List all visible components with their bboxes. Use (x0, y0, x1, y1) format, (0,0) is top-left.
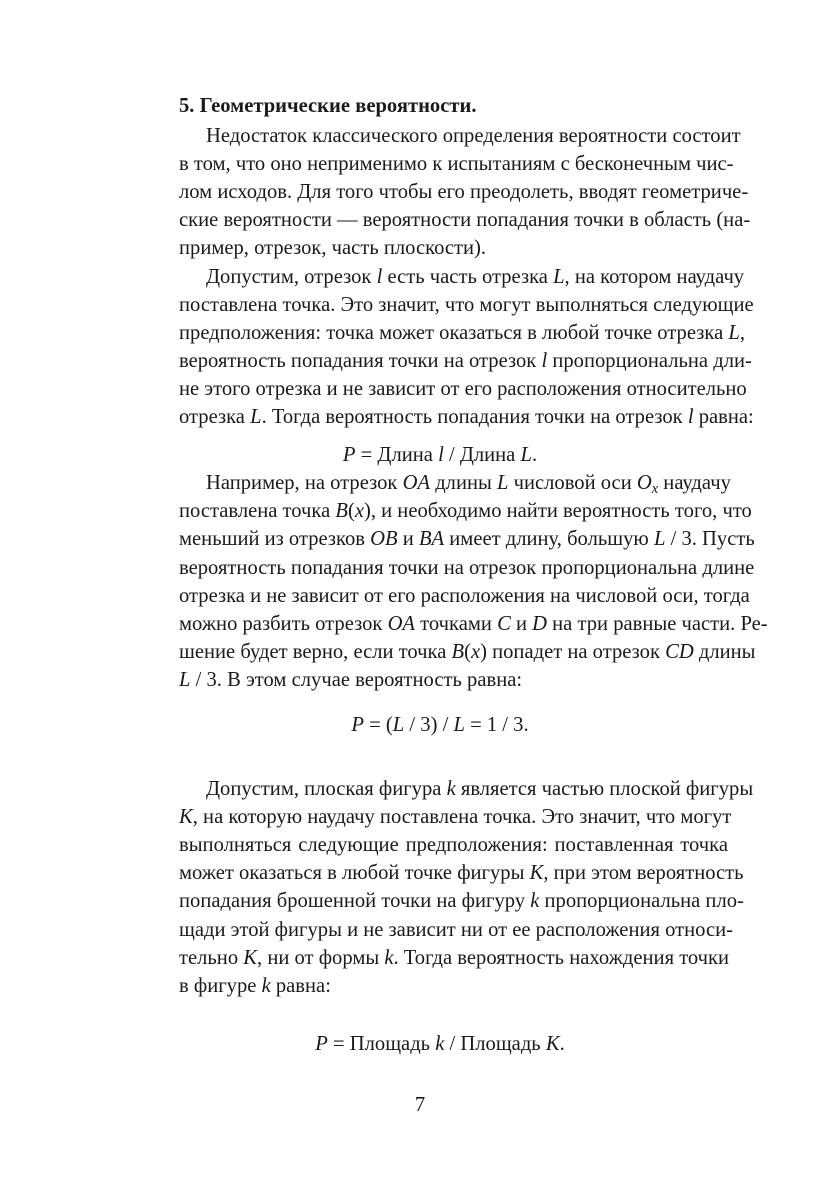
text-line: можно разбить отрезок OA точками C и D на три равные части. Ре- (179, 612, 768, 635)
text-line: тельно K, ни от формы k. Тогда вероятность нахождения точки (179, 946, 730, 969)
text-line: в том, что оно неприменимо к испытаниям с бесконечным чис- (179, 153, 734, 176)
paragraph-2 (152, 263, 754, 432)
paragraph-3 (152, 469, 768, 694)
text-line: пример, отрезок, часть плоскости). (179, 237, 487, 260)
paragraph-1 (152, 122, 751, 262)
formula-one-third: P = (L / 3) / L = 1 / 3. (351, 713, 529, 736)
formula-length-ratio: P = Длина l / Длина L. (342, 444, 538, 467)
text-line: предположения: точка может оказаться в любой точке отрезка L, (179, 321, 745, 344)
text-line: поставлена точка. Это значит, что могут выполняться следующие (179, 293, 754, 316)
text-line: не этого отрезка и не зависит от его расположения относительно (179, 377, 747, 400)
text-line: ские вероятности — вероятности попадания точки в область (на- (179, 209, 751, 232)
text-line: попадания брошенной точки на фигуру k пропорциональна пло- (179, 890, 744, 913)
text-line: Например, на отрезок OA длины L числовой оси $O_x$ наудачу (206, 472, 731, 498)
text-line: поставлена точка B(x), и необходимо найти вероятность того, что (179, 500, 752, 523)
text-line: Допустим, плоская фигура k является частью плоской фигуры (206, 778, 754, 801)
text-line: Недостаток классического определения вероятности состоит (206, 125, 741, 148)
text-line: шение будет верно, если точка B(x) попадет на отрезок CD длины (179, 640, 756, 663)
text-line: щади этой фигуры и не зависит ни от ее расположения относи- (179, 918, 733, 941)
text-line: L / 3. В этом случае вероятность равна: (179, 668, 523, 691)
text-line: K, на которую наудачу поставлена точка. Это значит, что могут (179, 806, 732, 829)
text-line: меньший из отрезков OB и BA имеет длину, большую L / 3. Пусть (179, 528, 755, 551)
page-number: 7 (414, 1094, 426, 1116)
page-body (152, 92, 768, 1058)
paragraph-4 (152, 775, 754, 1000)
text-line: Допустим, отрезок l есть часть отрезка L, на котором наудачу (206, 265, 745, 288)
section-heading: 5. Геометрические вероятности. (179, 95, 477, 117)
formula-area-ratio: P = Площадь k / Площадь K. (315, 1032, 565, 1055)
text-line: может оказаться в любой точке фигуры K, при этом вероятность (179, 862, 744, 885)
text-line: вероятность попадания точки на отрезок пропорциональна длине (179, 556, 755, 579)
text-line: отрезка L. Тогда вероятность попадания точки на отрезок l равна: (179, 406, 754, 429)
text-line: отрезка и не зависит от его расположения на числовой оси, тогда (179, 584, 750, 607)
text-line: вероятность попадания точки на отрезок l пропорциональна дли- (179, 349, 752, 372)
text-line: в фигуре k равна: (179, 974, 331, 997)
text-line: выполняться следующие предположения: поставленная точка (179, 834, 728, 857)
text-line: лом исходов. Для того чтобы его преодолеть, вводят геометриче- (179, 181, 749, 204)
